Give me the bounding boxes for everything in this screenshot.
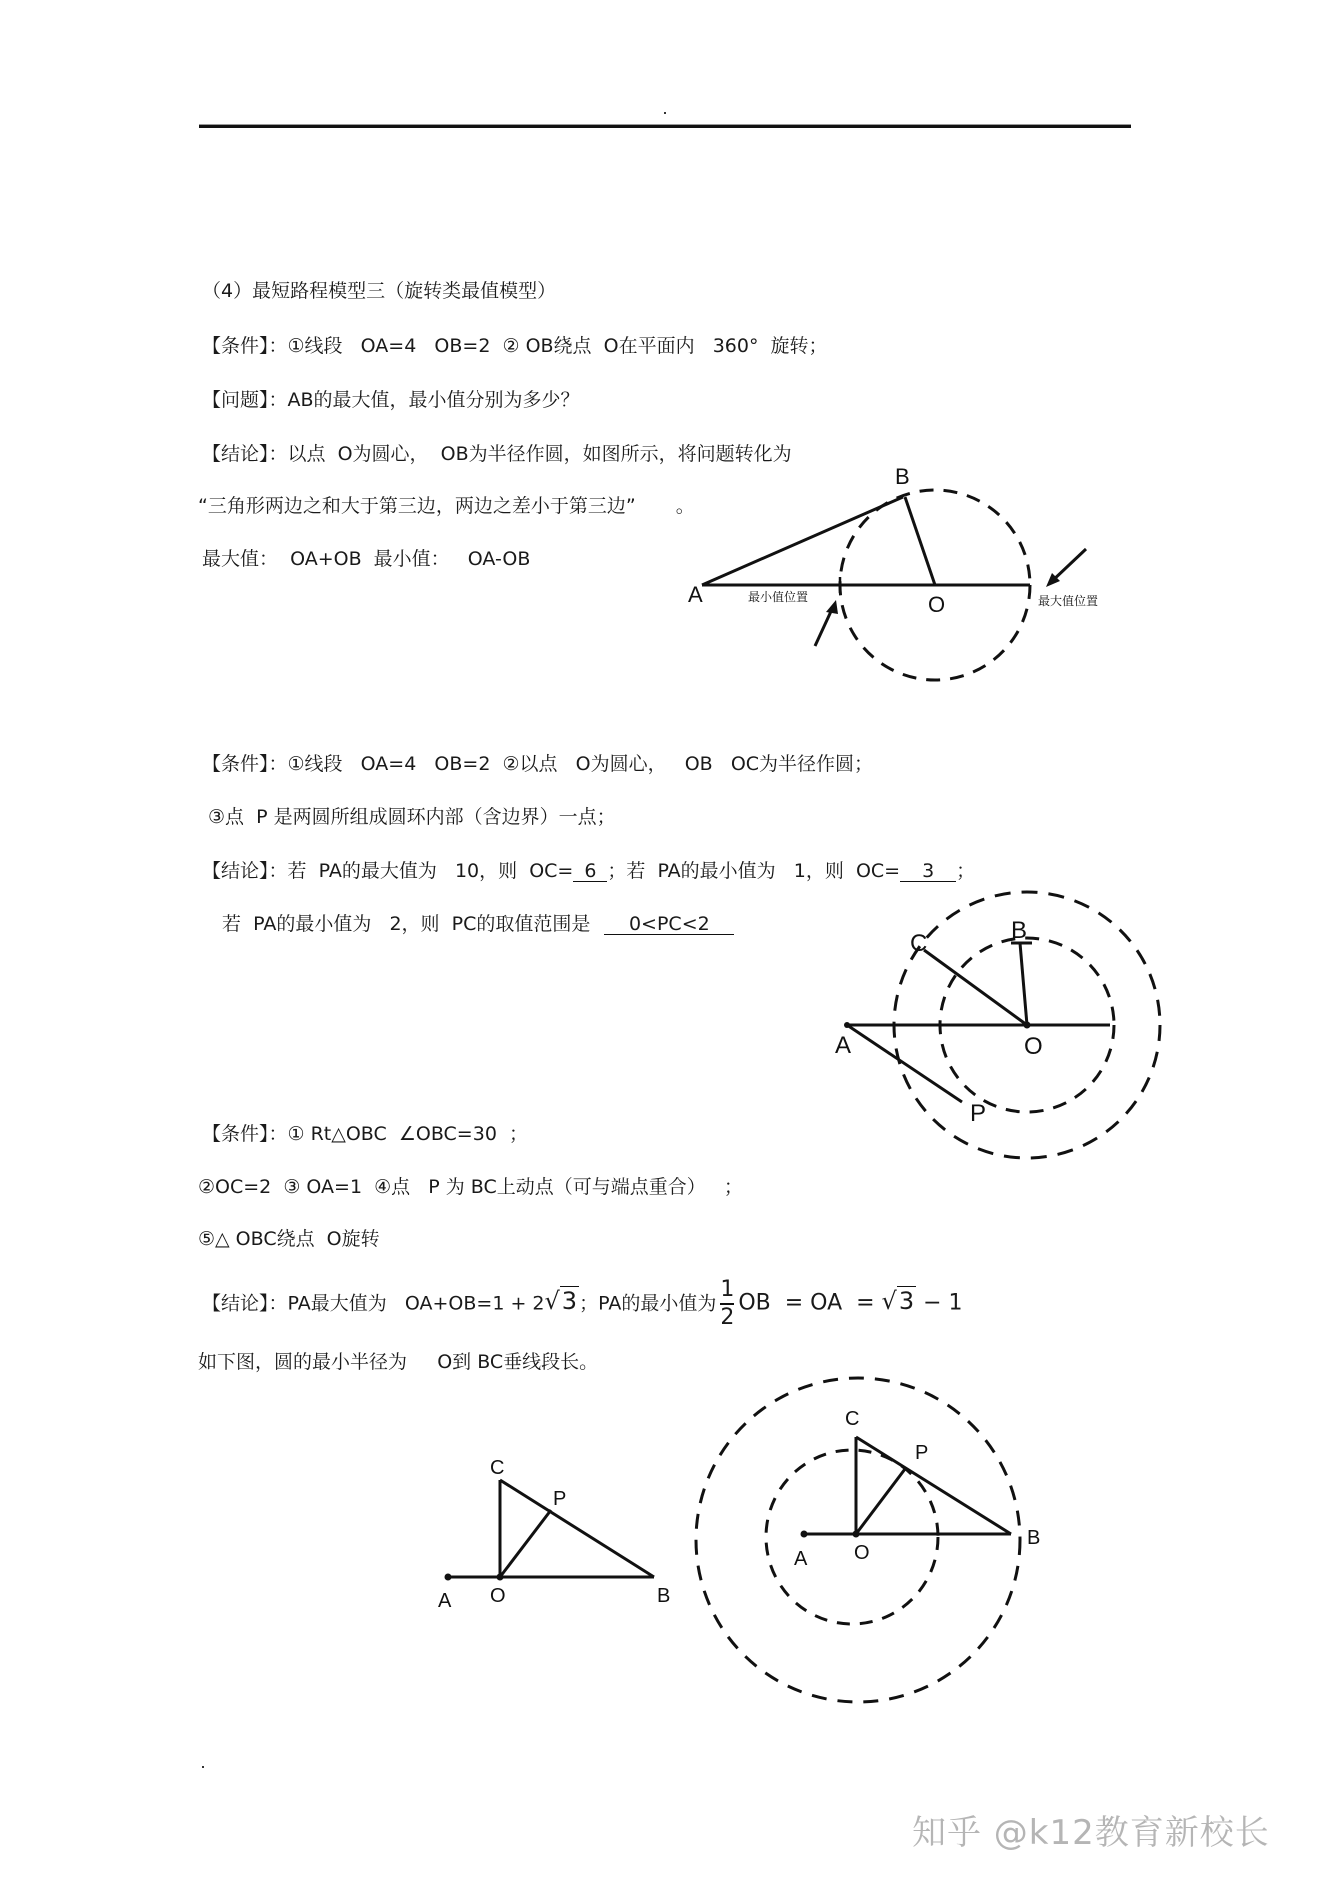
segment-ob [905,497,935,585]
condition-label: 【条件】 [202,1123,269,1145]
arrow-max-icon [1046,549,1086,587]
section1-max-min: 最大值： OA+OB 最小值： OA-OB [202,548,531,570]
diagram-rotation-model [680,460,1140,700]
max-position-label: 最大值位置 [1038,594,1099,608]
label-o: O [1024,1033,1043,1060]
header-rule [199,124,1131,128]
diagram-annulus [820,890,1170,1150]
section3-condition1 [202,1122,528,1146]
section1-quote [198,494,695,518]
label-o: O [490,1585,506,1607]
label-c: C [490,1457,505,1479]
section3-condition3: ⑤△ OBC绕点 O旋转 [198,1228,380,1250]
label-b: B [895,464,910,489]
question-text: ：AB的最大值，最小值分别为多少？ [268,389,580,411]
label-a: A [438,1590,452,1612]
header-dot [664,112,666,114]
arrow-min-icon [815,600,838,646]
label-a: A [688,582,703,607]
section2-line4 [222,912,734,936]
section3-note: 如下图，圆的最小半径为 O到 BC垂线段长。 [198,1351,599,1373]
conclusion-label: 【结论】 [202,443,269,465]
footer-dot [202,1766,204,1768]
label-o: O [928,592,946,617]
label-c: C [845,1408,860,1430]
diagram-triangle-left [430,1440,690,1640]
inner-circle-min-radius [766,1450,938,1624]
condition-text: ：①线段 OA=4 OB=2 ② OB绕点 O在平面内 360° 旋转； [268,335,828,357]
section1-question [202,388,580,412]
answer-oc-min: 3 [900,861,956,882]
label-o: O [854,1542,870,1564]
point-a [844,1022,850,1028]
section2-condition [202,752,873,776]
watermark: 知乎 @k12教育新校长 [912,1813,1270,1853]
sqrt-expression-2: √3 [881,1287,915,1316]
condition1-text: ：① Rt△OBC ∠OBC=30 ； [268,1123,528,1145]
frac-numerator: 1 [720,1277,735,1302]
sqrt-expression: √3 [544,1287,578,1316]
point-a [445,1574,452,1581]
frac-denominator: 2 [720,1304,735,1330]
answer-oc-max: 6 [573,861,607,882]
segment-ab [702,497,903,585]
section1-title: （4）最短路程模型三（旋转类最值模型） [202,280,557,302]
segment-oc [924,950,1027,1025]
conclusion-text: ：以点 O为圆心， OB为半径作圆，如图所示，将问题转化为 [268,443,792,465]
segment-op [500,1510,551,1577]
label-b: B [1011,917,1028,944]
answer-pc-range: 0<PC<2 [604,914,734,935]
radicand-2: 3 [898,1287,915,1316]
point-a [801,1531,808,1538]
conclusion-part2: ；若 PA的最小值为 1，则 OC= [607,860,901,882]
label-p: P [970,1100,987,1127]
conclusion-part3: OB = OA = [738,1290,882,1316]
label-p: P [915,1442,929,1464]
label-a: A [835,1032,852,1059]
section2-conclusion [202,859,975,883]
point-o [853,1531,860,1538]
section3-conclusion [202,1278,963,1328]
diagram-triangle-rotation [690,1370,1070,1700]
segment-ap [847,1025,962,1102]
conclusion-part3: ； [956,860,976,882]
condition-label: 【条件】 [202,335,269,357]
section3-condition2: ②OC=2 ③ OA=1 ④点 P 为 BC上动点（可与端点重合） ； [198,1176,743,1198]
line4-text: 若 PA的最小值为 2，则 PC的取值范围是 [222,913,591,935]
condition-text: ：①线段 OA=4 OB=2 ②以点 O为圆心， OB OC为半径作圆； [268,753,874,775]
min-position-label: 最小值位置 [748,590,809,604]
segment-cb [500,1480,654,1577]
segment-op [856,1469,905,1534]
label-b: B [657,1585,671,1607]
question-label: 【问题】 [202,389,269,411]
quote-text: “三角形两边之和大于第三边，两边之差小于第三边” [198,495,636,517]
conclusion-part4: − 1 [916,1290,963,1316]
section2-condition3: ③点 P 是两圆所组成圆环内部（含边界）一点； [208,806,616,828]
label-c: C [910,930,928,957]
quote-end: 。 [675,495,695,517]
conclusion-label: 【结论】 [202,860,269,882]
condition-label: 【条件】 [202,753,269,775]
label-b: B [1027,1527,1041,1549]
segment-ob [1020,943,1027,1025]
fraction-one-half [720,1278,734,1330]
conclusion-label: 【结论】 [202,1292,269,1315]
conclusion-part1: ：若 PA的最大值为 10，则 OC= [268,860,574,882]
conclusion-part1: ：PA最大值为 OA+OB=1 + 2 [268,1292,545,1315]
radicand: 3 [561,1287,578,1316]
segment-cb [856,1437,1011,1534]
section1-condition [202,334,828,358]
label-a: A [794,1548,808,1570]
conclusion-part2: ；PA的最小值为 [579,1292,717,1315]
point-o [1024,1022,1031,1029]
label-p: P [553,1488,567,1510]
point-o [497,1574,504,1581]
